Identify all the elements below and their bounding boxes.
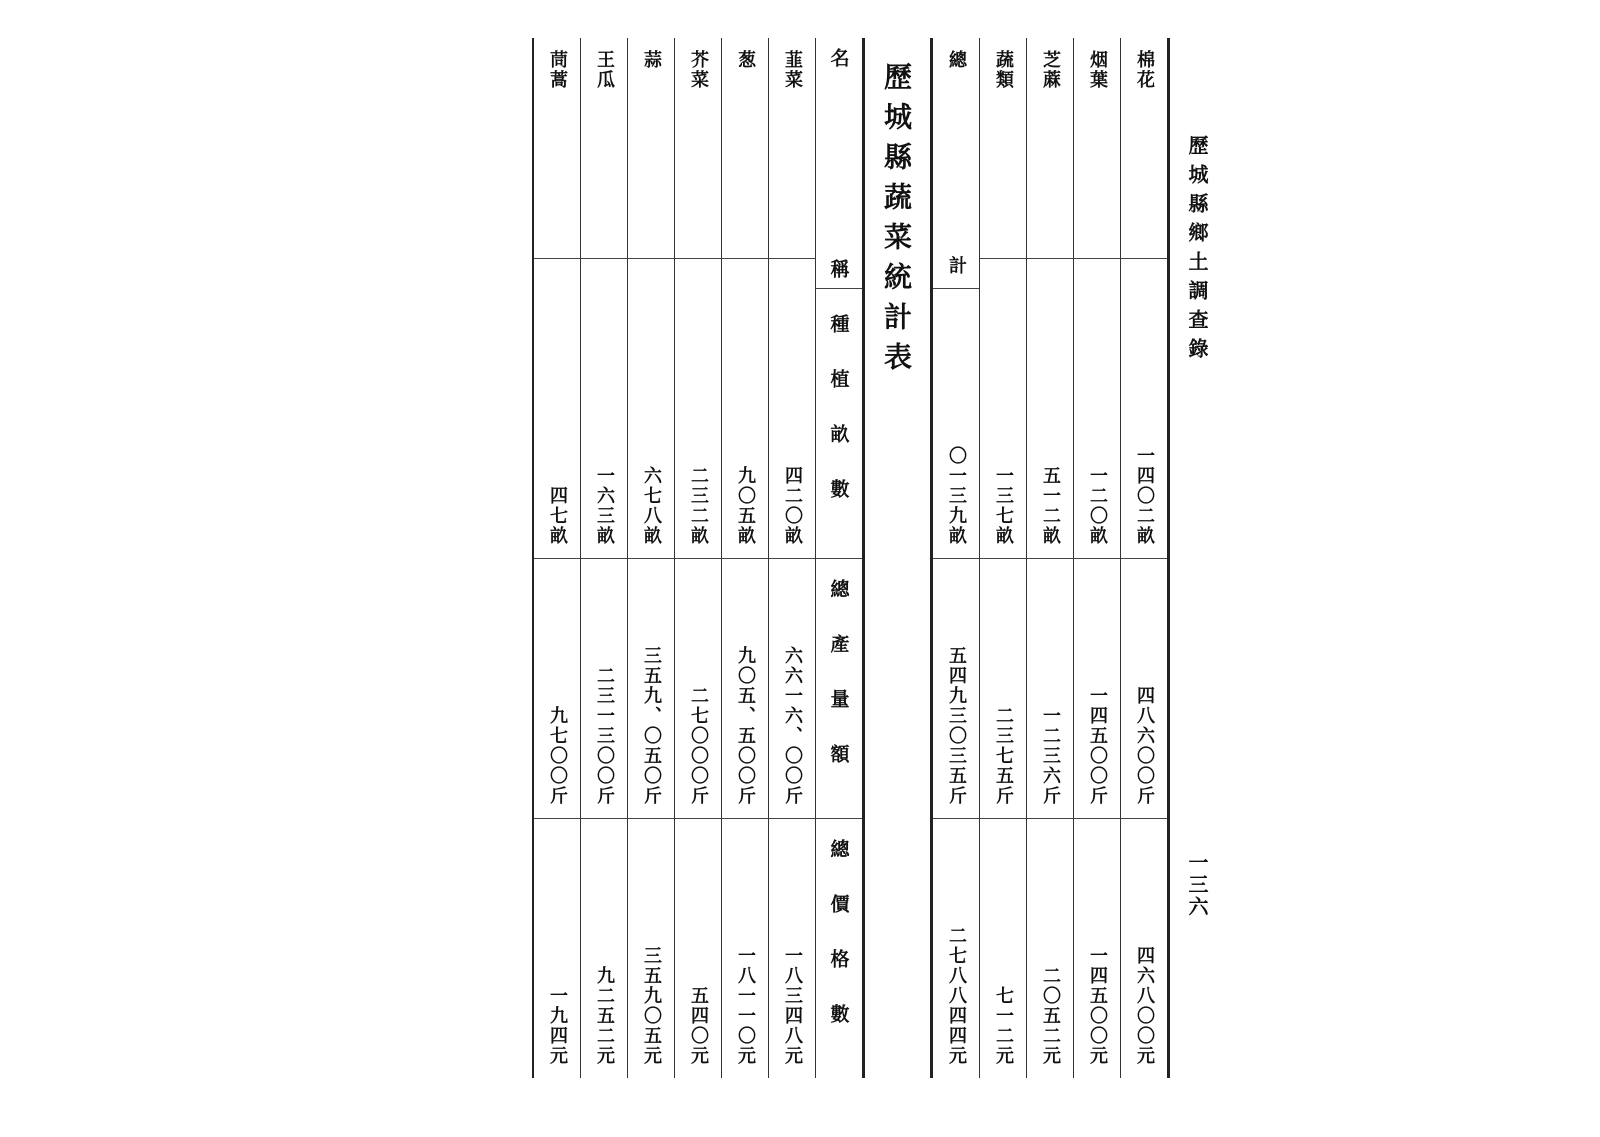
table-row — [979, 38, 1026, 1078]
crop-production: 一四五〇〇斤 — [1087, 686, 1108, 806]
crop-price: 一八一一〇元 — [735, 946, 756, 1066]
table-row — [1026, 38, 1073, 1078]
total-row — [933, 38, 979, 1078]
header-production-cell — [816, 558, 862, 818]
crop-name: 烟葉 — [1087, 50, 1108, 90]
crop-area: 一四〇二畝 — [1134, 446, 1155, 546]
crop-name: 韮菜 — [782, 50, 803, 90]
total-production: 五四九三〇三五斤 — [946, 646, 967, 806]
running-header: 歷城縣鄉土調查錄 — [1185, 135, 1209, 367]
crop-area: 一六三畝 — [594, 466, 615, 546]
header-price: 總價格數 — [827, 838, 850, 1059]
header-production: 總產量額 — [827, 578, 850, 799]
total-price: 二七八八四四元 — [946, 926, 967, 1066]
header-name-top: 名 — [827, 48, 850, 67]
crop-production: 六六一六、〇〇斤 — [782, 646, 803, 806]
crop-name: 蔬類 — [993, 50, 1014, 90]
total-name-cell — [933, 38, 979, 288]
crop-production: 二三一三〇〇斤 — [594, 666, 615, 806]
crop-price: 一八三四八元 — [782, 946, 803, 1066]
crop-name: 棉花 — [1134, 50, 1155, 90]
crop-price: 五四〇元 — [688, 986, 709, 1066]
crop-area: 二三二畝 — [688, 466, 709, 546]
crop-area: 六七八畝 — [641, 466, 662, 546]
crop-price: 二〇五二元 — [1040, 966, 1061, 1066]
crop-price: 四六八〇〇元 — [1134, 946, 1155, 1066]
crop-price: 九二五二元 — [594, 966, 615, 1066]
crop-production: 四八六〇〇斤 — [1134, 686, 1155, 806]
crop-table — [930, 38, 1170, 1078]
table-row — [627, 38, 674, 1078]
total-name-top: 總 — [946, 50, 967, 70]
crop-price: 七一二元 — [993, 986, 1014, 1066]
crop-production: 二七〇〇〇斤 — [688, 686, 709, 806]
page-number: 一三六 — [1185, 852, 1209, 918]
table-row — [721, 38, 768, 1078]
header-price-cell — [816, 818, 862, 1078]
crop-name: 芝蔴 — [1040, 50, 1061, 90]
total-area: 〇一三九畝 — [946, 446, 967, 546]
header-area-cell — [816, 288, 862, 558]
crop-production: 一二三六斤 — [1040, 706, 1061, 806]
table-row — [580, 38, 627, 1078]
crop-name: 葱 — [735, 50, 756, 70]
crop-area: 一二〇畝 — [1087, 466, 1108, 546]
crop-production: 三五九、〇五〇斤 — [641, 646, 662, 806]
crop-area: 四七畝 — [547, 486, 568, 546]
crop-price: 三五九〇五元 — [641, 946, 662, 1066]
crop-area: 九〇五畝 — [735, 466, 756, 546]
crop-production: 二三七五斤 — [993, 706, 1014, 806]
crop-name: 茼蒿 — [547, 50, 568, 90]
crop-name: 芥菜 — [688, 50, 709, 90]
table-row — [1120, 38, 1167, 1078]
crop-area: 四二〇畝 — [782, 466, 803, 546]
crop-area: 五一二畝 — [1040, 466, 1061, 546]
crop-production: 九〇五、五〇〇斤 — [735, 646, 756, 806]
table-title: 歷城縣蔬菜統計表 — [880, 62, 913, 382]
header-name-bottom: 稱 — [827, 259, 850, 278]
table-row — [1073, 38, 1120, 1078]
table-row — [534, 38, 580, 1078]
crop-price: 一四五〇〇元 — [1087, 946, 1108, 1066]
crop-name: 蒜 — [641, 50, 662, 70]
header-column — [815, 38, 862, 1078]
header-area: 種植畝數 — [827, 313, 850, 534]
table-row — [768, 38, 815, 1078]
vegetable-table — [532, 38, 865, 1078]
total-name-bottom: 計 — [946, 256, 967, 276]
crop-production: 九七〇〇斤 — [547, 706, 568, 806]
crop-price: 一九四元 — [547, 986, 568, 1066]
crop-area: 一三七畝 — [993, 466, 1014, 546]
table-row — [674, 38, 721, 1078]
crop-name: 王瓜 — [594, 50, 615, 90]
header-name-cell — [816, 38, 862, 288]
